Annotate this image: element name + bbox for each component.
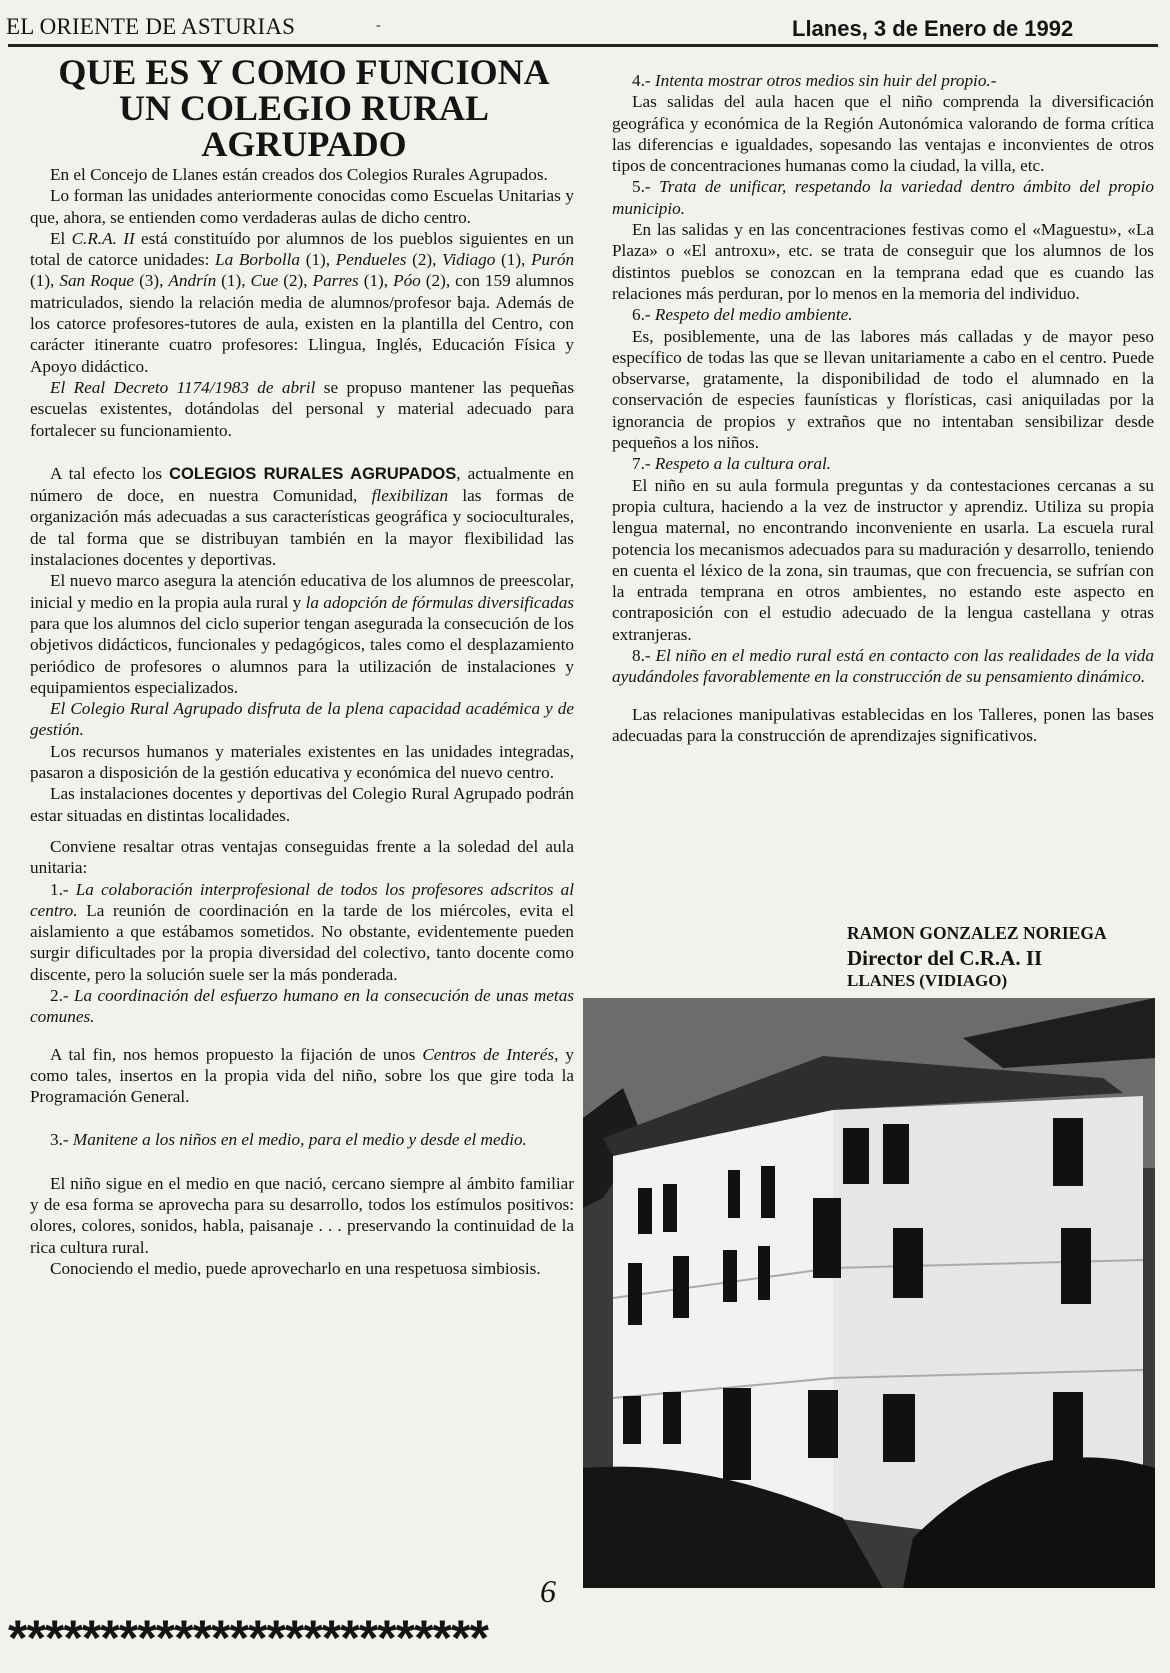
paragraph: Conociendo el medio, puede aprovecharlo en una respetuosa simbiosis. xyxy=(50,1258,541,1278)
author-name: RAMON GONZALEZ NORIEGA xyxy=(847,923,1107,943)
window xyxy=(893,1228,923,1298)
newspaper-name: EL ORIENTE DE ASTURIAS xyxy=(6,14,296,39)
print-mark: - xyxy=(376,18,381,33)
school-building-photo xyxy=(583,998,1155,1588)
paragraph: Las salidas del aula hacen que el niño comprenda la diversificación geográfica y económica de la Región Autonómica valorando de forma crítica las diferencias e igualdades, sopesando las ventajas e inconvientes de otros tipos de concentraciones humanas como la ciudad, la villa, etc. xyxy=(612,92,1154,176)
window xyxy=(663,1184,677,1232)
window xyxy=(1053,1118,1083,1186)
paragraph: El Real Decreto 1174/1983 de abril se propuso mantener las pequeñas escuelas existentes, dotándolas del personal y material adecuado para fortalecer su funcionamiento. xyxy=(30,377,575,440)
paragraph: Los recursos humanos y materiales existentes en las unidades integradas, pasaron a disposición de la gestión educativa y económica del nuevo centro. xyxy=(30,741,574,783)
title-line: UN COLEGIO RURAL xyxy=(118,88,490,128)
paragraph: 7.- Respeto a la cultura oral. xyxy=(632,454,832,474)
signature xyxy=(847,923,1107,991)
paragraph: 3.- Manitene a los niños en el medio, para el medio y desde el medio. xyxy=(50,1130,527,1150)
window xyxy=(623,1396,641,1444)
paragraph: Conviene resaltar otras ventajas conseguidas frente a la soledad del aula unitaria: xyxy=(30,836,574,878)
school-building-illustration xyxy=(583,998,1155,1588)
paragraph: El niño sigue en el medio en que nació, cercano siempre al ámbito familiar y de esa forma se aprovecha para su desarrollo, todos los estímulos positivos: olores, colores, sonidos, habla, paisanaje . . . preservando la continuidad de la rica cultura rural. xyxy=(30,1173,574,1257)
footer-stars: ************************** xyxy=(8,1610,488,1666)
paragraph: 5.- Trata de unificar, respetando la variedad dentro ámbito del propio municipio. xyxy=(612,177,1154,218)
paragraph: A tal fin, nos hemos propuesto la fijación de unos Centros de Interés, y como tales, insertos en la propia vida del niño, sobre los que gire toda la Programación General. xyxy=(30,1044,574,1107)
paragraph: Es, posiblemente, una de las labores más calladas y de mayor peso específico de todas las que se llevan unitariamente a cabo en el centro. Puede observarse, gratamente, la disponibilidad de todo el alumnado en la conservación de especies faunísticas y florísticas, casi aniquiladas por la ignorancia de propios y extraños que no intentaban sensibilizar desde pequeños a los niños. xyxy=(612,326,1154,453)
paragraph: En las salidas y en las concentraciones festivas como el «Maguestu», «La Plaza» o «El antroxu», etc. se trata de conseguir que los alumnos de los distintos pueblos se conozcan en la temprana edad que es cuando las relaciones más perduran, por lo menos en la memoria del individuo. xyxy=(612,220,1154,303)
header-rule xyxy=(8,44,1158,47)
window xyxy=(808,1390,838,1458)
window xyxy=(723,1250,737,1302)
paragraph: 2.- La coordinación del esfuerzo humano en la consecución de unas metas comunes. xyxy=(30,985,574,1027)
window xyxy=(728,1170,740,1218)
window xyxy=(843,1128,869,1184)
paragraph: Lo forman las unidades anteriormente conocidas como Escuelas Unitarias y que, ahora, se entienden como verdaderas aulas de dicho centro. xyxy=(30,186,574,227)
paragraph: En el Concejo de Llanes están creados dos Colegios Rurales Agrupados. xyxy=(50,165,548,184)
author-place: LLANES (VIDIAGO) xyxy=(847,971,1008,990)
left-column xyxy=(30,164,574,1279)
paragraph: El nuevo marco asegura la atención educativa de los alumnos de preescolar, inicial y medio en la propia aula rural y la adopción de fórmulas diversificadas para que los alumnos del ciclo superior tengan asegurada la consecución de los objetivos didácticos, funcionales y pedagógicos, tales como el desplazamiento periódico de profesores o alumnos para la utilización de instalaciones y equipamientos especializados. xyxy=(30,571,575,697)
right-column xyxy=(612,70,1154,746)
paragraph: Las relaciones manipulativas establecidas en los Talleres, ponen las bases adecuadas para la construcción de aprendizajes significativos. xyxy=(612,704,1154,745)
author-role: Director del C.R.A. II xyxy=(847,946,1043,970)
window xyxy=(761,1166,775,1218)
window xyxy=(673,1256,689,1318)
paragraph: El Colegio Rural Agrupado disfruta de la plena capacidad académica y de gestión. xyxy=(30,699,574,740)
dateline: Llanes, 3 de Enero de 1992 xyxy=(792,16,1074,41)
window xyxy=(813,1198,841,1278)
paragraph: El niño en su aula formula preguntas y da contestaciones cercanas a su propia cultura, haciendo a la vez de instructor y aprendiz. Utiliza su propia lengua maternal, no encontrando inconveniente en usarla. La escuela rural potencia los mecanismos adecuados para su maduración y desarrollo, teniendo en cuenta el léxico de la zona, sin traumas, que con frecuencia, se sufrían con la entrada temprana en otros ambientes, no estando este aspecto en contraposición con el estudio adecuado de la lengua castellana y otras extranjeras. xyxy=(612,475,1154,644)
paragraph: 1.- La colaboración interprofesional de todos los profesores adscritos al centro. La reunión de coordinación en la tarde de los miércoles, evita el aislamiento a que estábamos sometidos. No obstante, evidentemente pueden surgir dificultades por la propia diversidad del colectivo, tanto docente como discente, pero la solución suele ser la más ponderada. xyxy=(30,879,574,984)
paragraph: Las instalaciones docentes y deportivas del Colegio Rural Agrupado podrán estar situadas en distintas localidades. xyxy=(30,784,574,825)
article-title xyxy=(24,54,584,162)
title-line: AGRUPADO xyxy=(201,124,407,164)
paragraph: El C.R.A. II está constituído por alumnos de los pueblos siguientes en un total de catorce unidades: La Borbolla (1), Pendueles (2), Vidiago (1), Purón (1), San Roque (3), Andrín (1), Cue (2), Parres (1), Póo (2), con 159 alumnos matriculados, siendo la relación media de alumnos/profesor baja. Además de los catorce profesores-tutores de aula, existen en la plantilla del Centro, con carácter itinerante cuatro profesores: Llingua, Inglés, Educación Física y Apoyo didáctico. xyxy=(30,228,575,376)
title-line: QUE ES Y COMO FUNCIONA xyxy=(58,52,550,92)
paragraph: 4.- Intenta mostrar otros medios sin huir del propio.- xyxy=(632,71,997,90)
paragraph: 8.- El niño en el medio rural está en contacto con las realidades de la vida ayudándoles favorablemente en la construcción de su pensamiento dinámico. xyxy=(612,646,1154,687)
window xyxy=(883,1394,915,1462)
window xyxy=(883,1124,909,1184)
door xyxy=(723,1388,751,1480)
window xyxy=(1053,1392,1083,1460)
page-number: 6 xyxy=(540,1573,556,1609)
paragraph: A tal efecto los COLEGIOS RURALES AGRUPADOS, actualmente en número de doce, en nuestra Comunidad, flexibilizan las formas de organización más adecuadas a sus características geográfica y socioculturales, de tal forma que se distribuyan también en la mayor flexibilidad las instalaciones docentes y deportivas. xyxy=(30,463,575,570)
window xyxy=(758,1246,770,1300)
window xyxy=(628,1263,642,1325)
paragraph: 6.- Respeto del medio ambiente. xyxy=(632,305,853,325)
window xyxy=(638,1188,652,1234)
window xyxy=(663,1392,681,1444)
window xyxy=(1061,1228,1091,1304)
